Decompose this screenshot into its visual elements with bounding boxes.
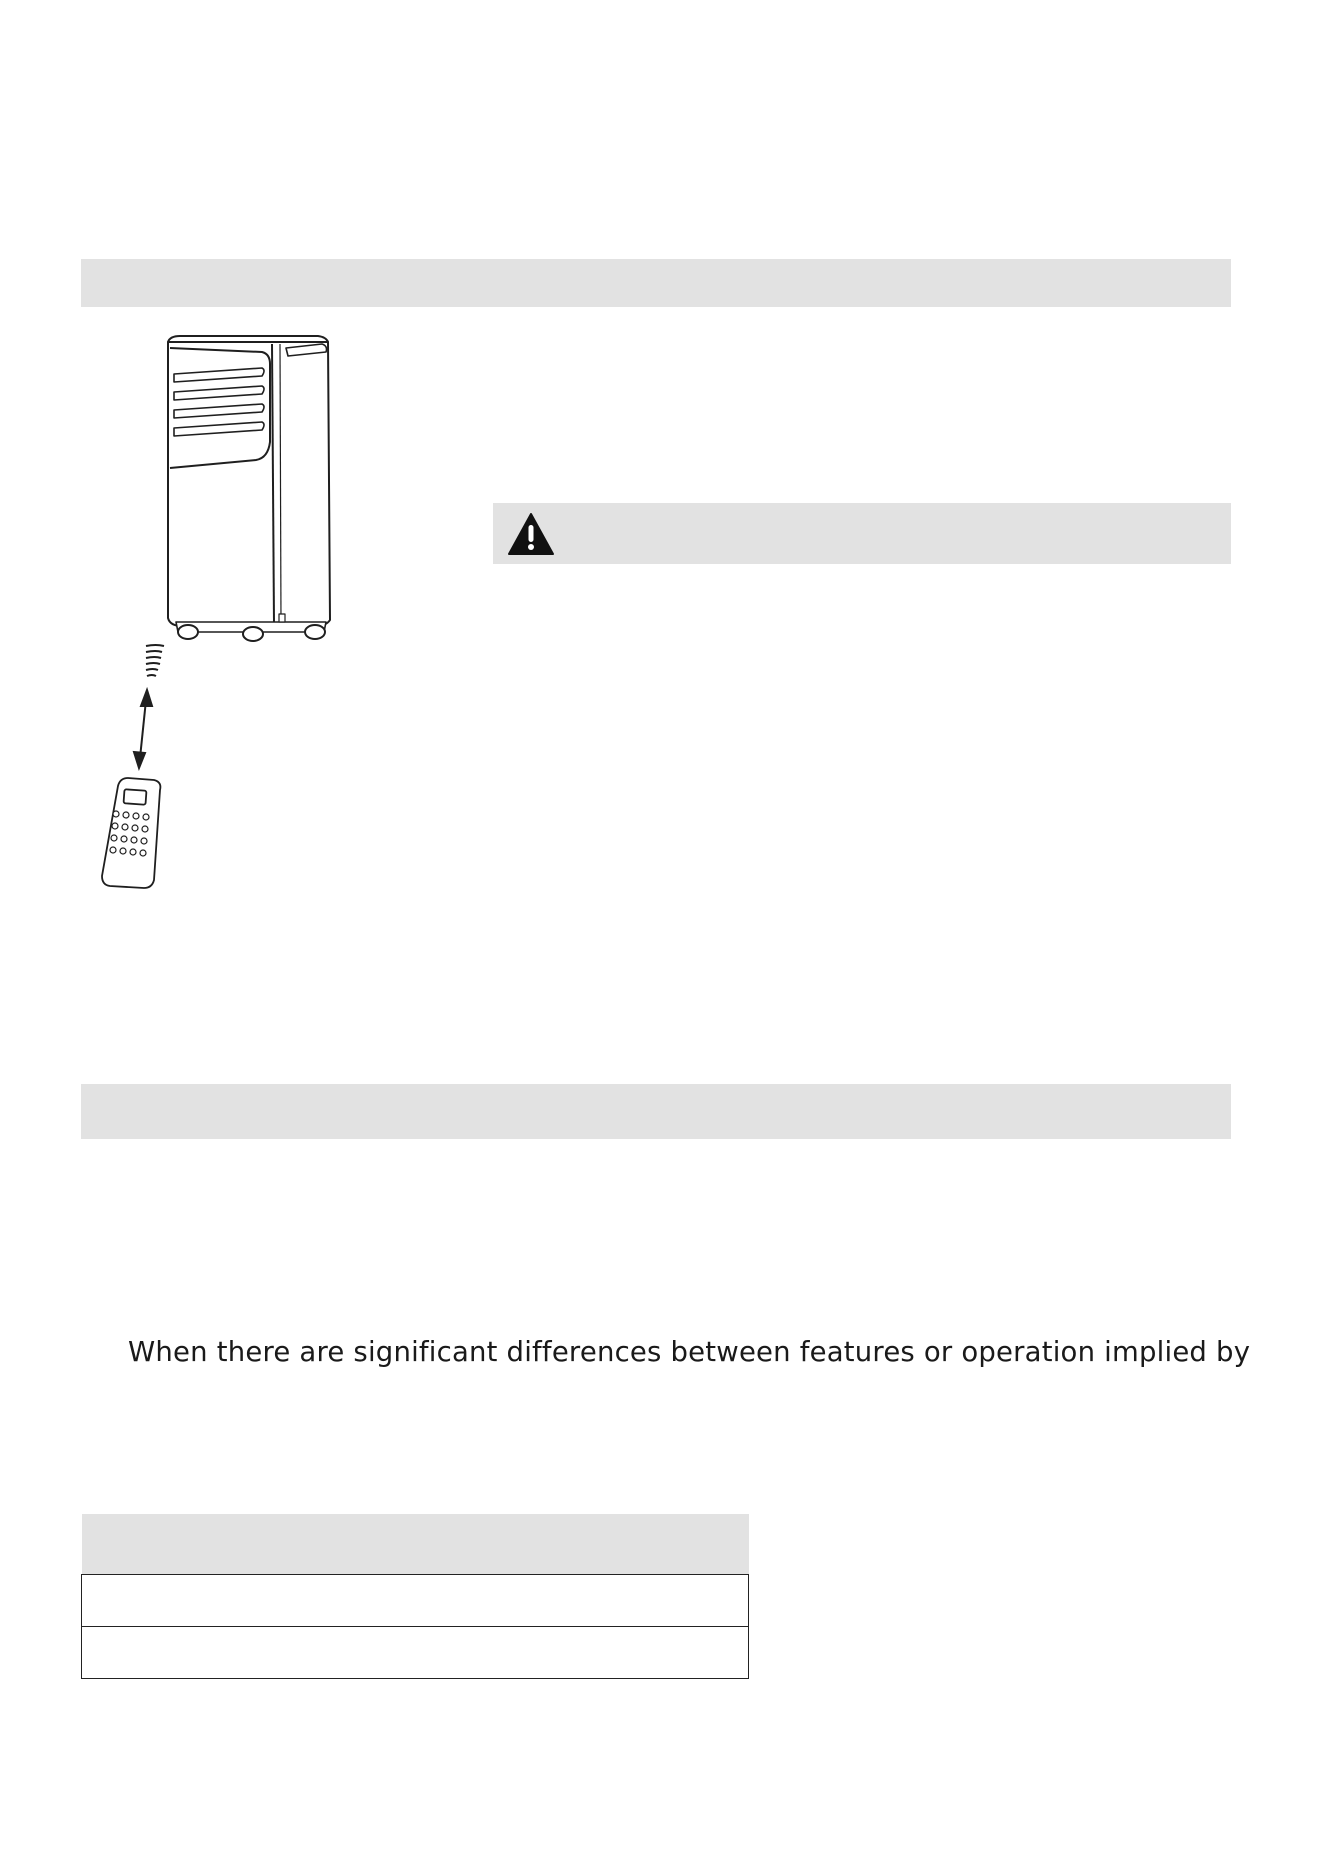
spec-table [81, 1514, 749, 1679]
section-header-band-1 [81, 259, 1231, 307]
table-cell [82, 1627, 749, 1679]
section-header-band-2 [81, 1084, 1231, 1139]
warning-band [493, 503, 1231, 564]
table-header-cell [82, 1514, 749, 1575]
note-text: When there are significant differences between features or operation implied by [128, 1336, 1251, 1368]
air-conditioner-illustration [90, 330, 350, 900]
table-row [82, 1575, 749, 1627]
table-cell [82, 1575, 749, 1627]
table-row [82, 1627, 749, 1679]
table-header-row [82, 1514, 749, 1575]
warning-triangle-icon [507, 512, 555, 556]
